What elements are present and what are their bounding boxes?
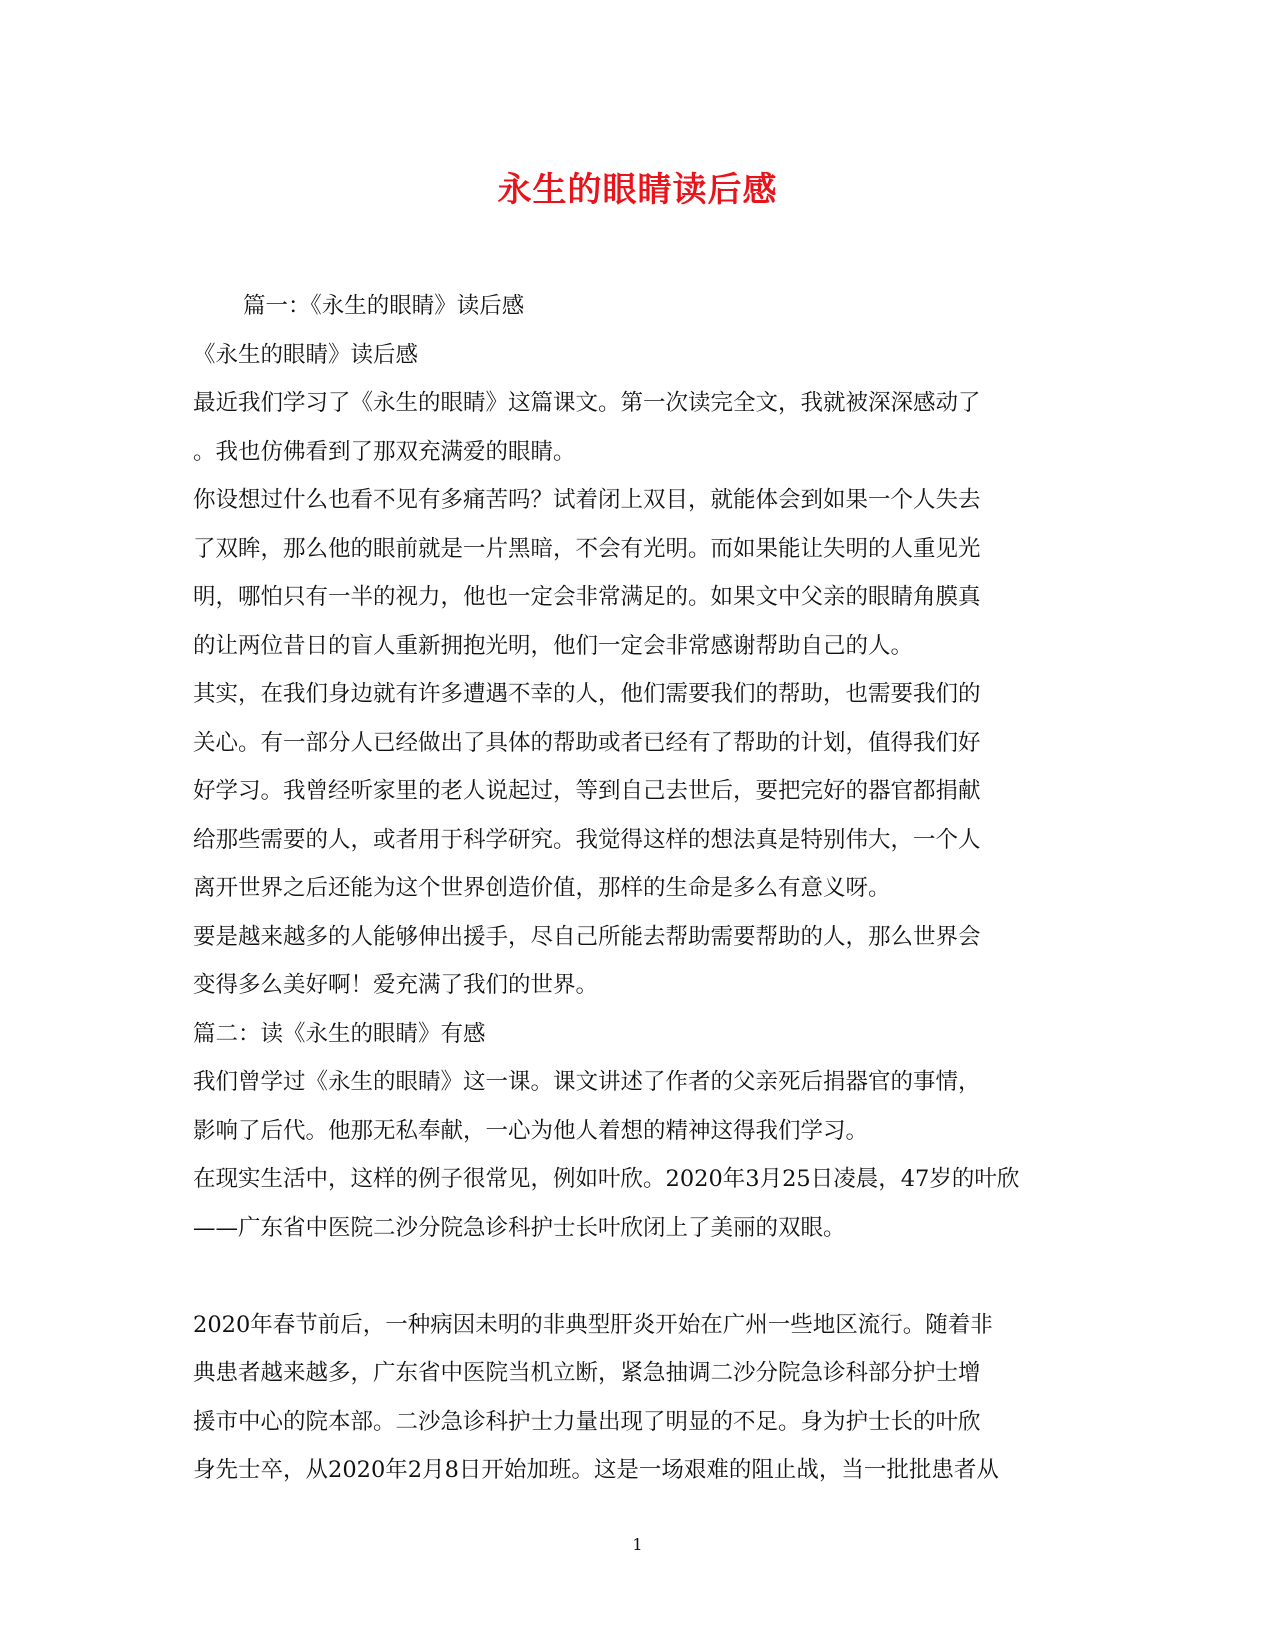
document-body [193,282,1093,1495]
document-title: 永生的眼睛读后感 [497,170,778,210]
paragraph-line: 最近我们学习了《永生的眼睛》这篇课文。第一次读完全文，我就被深深感动了 [193,390,981,416]
paragraph-line: 其实，在我们身边就有许多遭遇不幸的人，他们需要我们的帮助，也需要我们的 [193,681,981,707]
paragraph-line: 在现实生活中，这样的例子很常见，例如叶欣。2020年3月25日凌晨，47岁的叶欣 [193,1166,1020,1192]
paragraph-line: 2020年春节前后，一种病因未明的非典型肝炎开始在广州一些地区流行。随着非 [193,1311,993,1338]
paragraph-line: 要是越来越多的人能够伸出援手，尽自己所能去帮助需要帮助的人，那么世界会 [193,923,981,950]
paragraph-line: 《永生的眼睛》读后感 [193,341,419,368]
paragraph-line: 援市中心的院本部。二沙急诊科护士力量出现了明显的不足。身为护士长的叶欣 [193,1408,981,1435]
blank-line [193,1252,1093,1301]
page-number: 1 [632,1535,643,1554]
section-heading-2: 篇二：读《永生的眼睛》有感 [193,1020,486,1047]
paragraph-line: 我们曾学过《永生的眼睛》这一课。课文讲述了作者的父亲死后捐器官的事情， [193,1069,981,1095]
paragraph-line: 典患者越来越多，广东省中医院当机立断，紧急抽调二沙分院急诊科部分护士增 [193,1360,981,1386]
paragraph-line: 了双眸，那么他的眼前就是一片黑暗，不会有光明。而如果能让失明的人重见光 [193,535,981,562]
paragraph-line: 的让两位昔日的盲人重新拥抱光明，他们一定会非常感谢帮助自己的人。 [193,632,914,659]
paragraph-line: 变得多么美好啊！爱充满了我们的世界。 [193,972,599,998]
paragraph-line: 你设想过什么也看不见有多痛苦吗？试着闭上双目，就能体会到如果一个人失去 [193,487,981,513]
paragraph-line: 身先士卒，从2020年2月8日开始加班。这是一场艰难的阻止战，当一批批患者从 [193,1457,999,1483]
paragraph-line: 。我也仿佛看到了那双充满爱的眼睛。 [193,438,576,465]
paragraph-line: 明，哪怕只有一半的视力，他也一定会非常满足的。如果文中父亲的眼睛角膜真 [193,584,981,610]
paragraph-line: 关心。有一部分人已经做出了具体的帮助或者已经有了帮助的计划，值得我们好 [193,729,981,756]
paragraph-line: 影响了后代。他那无私奉献，一心为他人着想的精神这得我们学习。 [193,1117,869,1144]
section-heading-1: 篇一：《永生的眼睛》读后感 [243,293,525,319]
paragraph-line: 给那些需要的人，或者用于科学研究。我觉得这样的想法真是特别伟大，一个人 [193,826,981,853]
paragraph-line: ——广东省中医院二沙分院急诊科护士长叶欣闭上了美丽的双眼。 [193,1214,846,1241]
paragraph-line: 离开世界之后还能为这个世界创造价值，那样的生命是多么有意义呀。 [193,875,891,901]
paragraph-line: 好学习。我曾经听家里的老人说起过，等到自己去世后，要把完好的器官都捐献 [193,778,981,804]
